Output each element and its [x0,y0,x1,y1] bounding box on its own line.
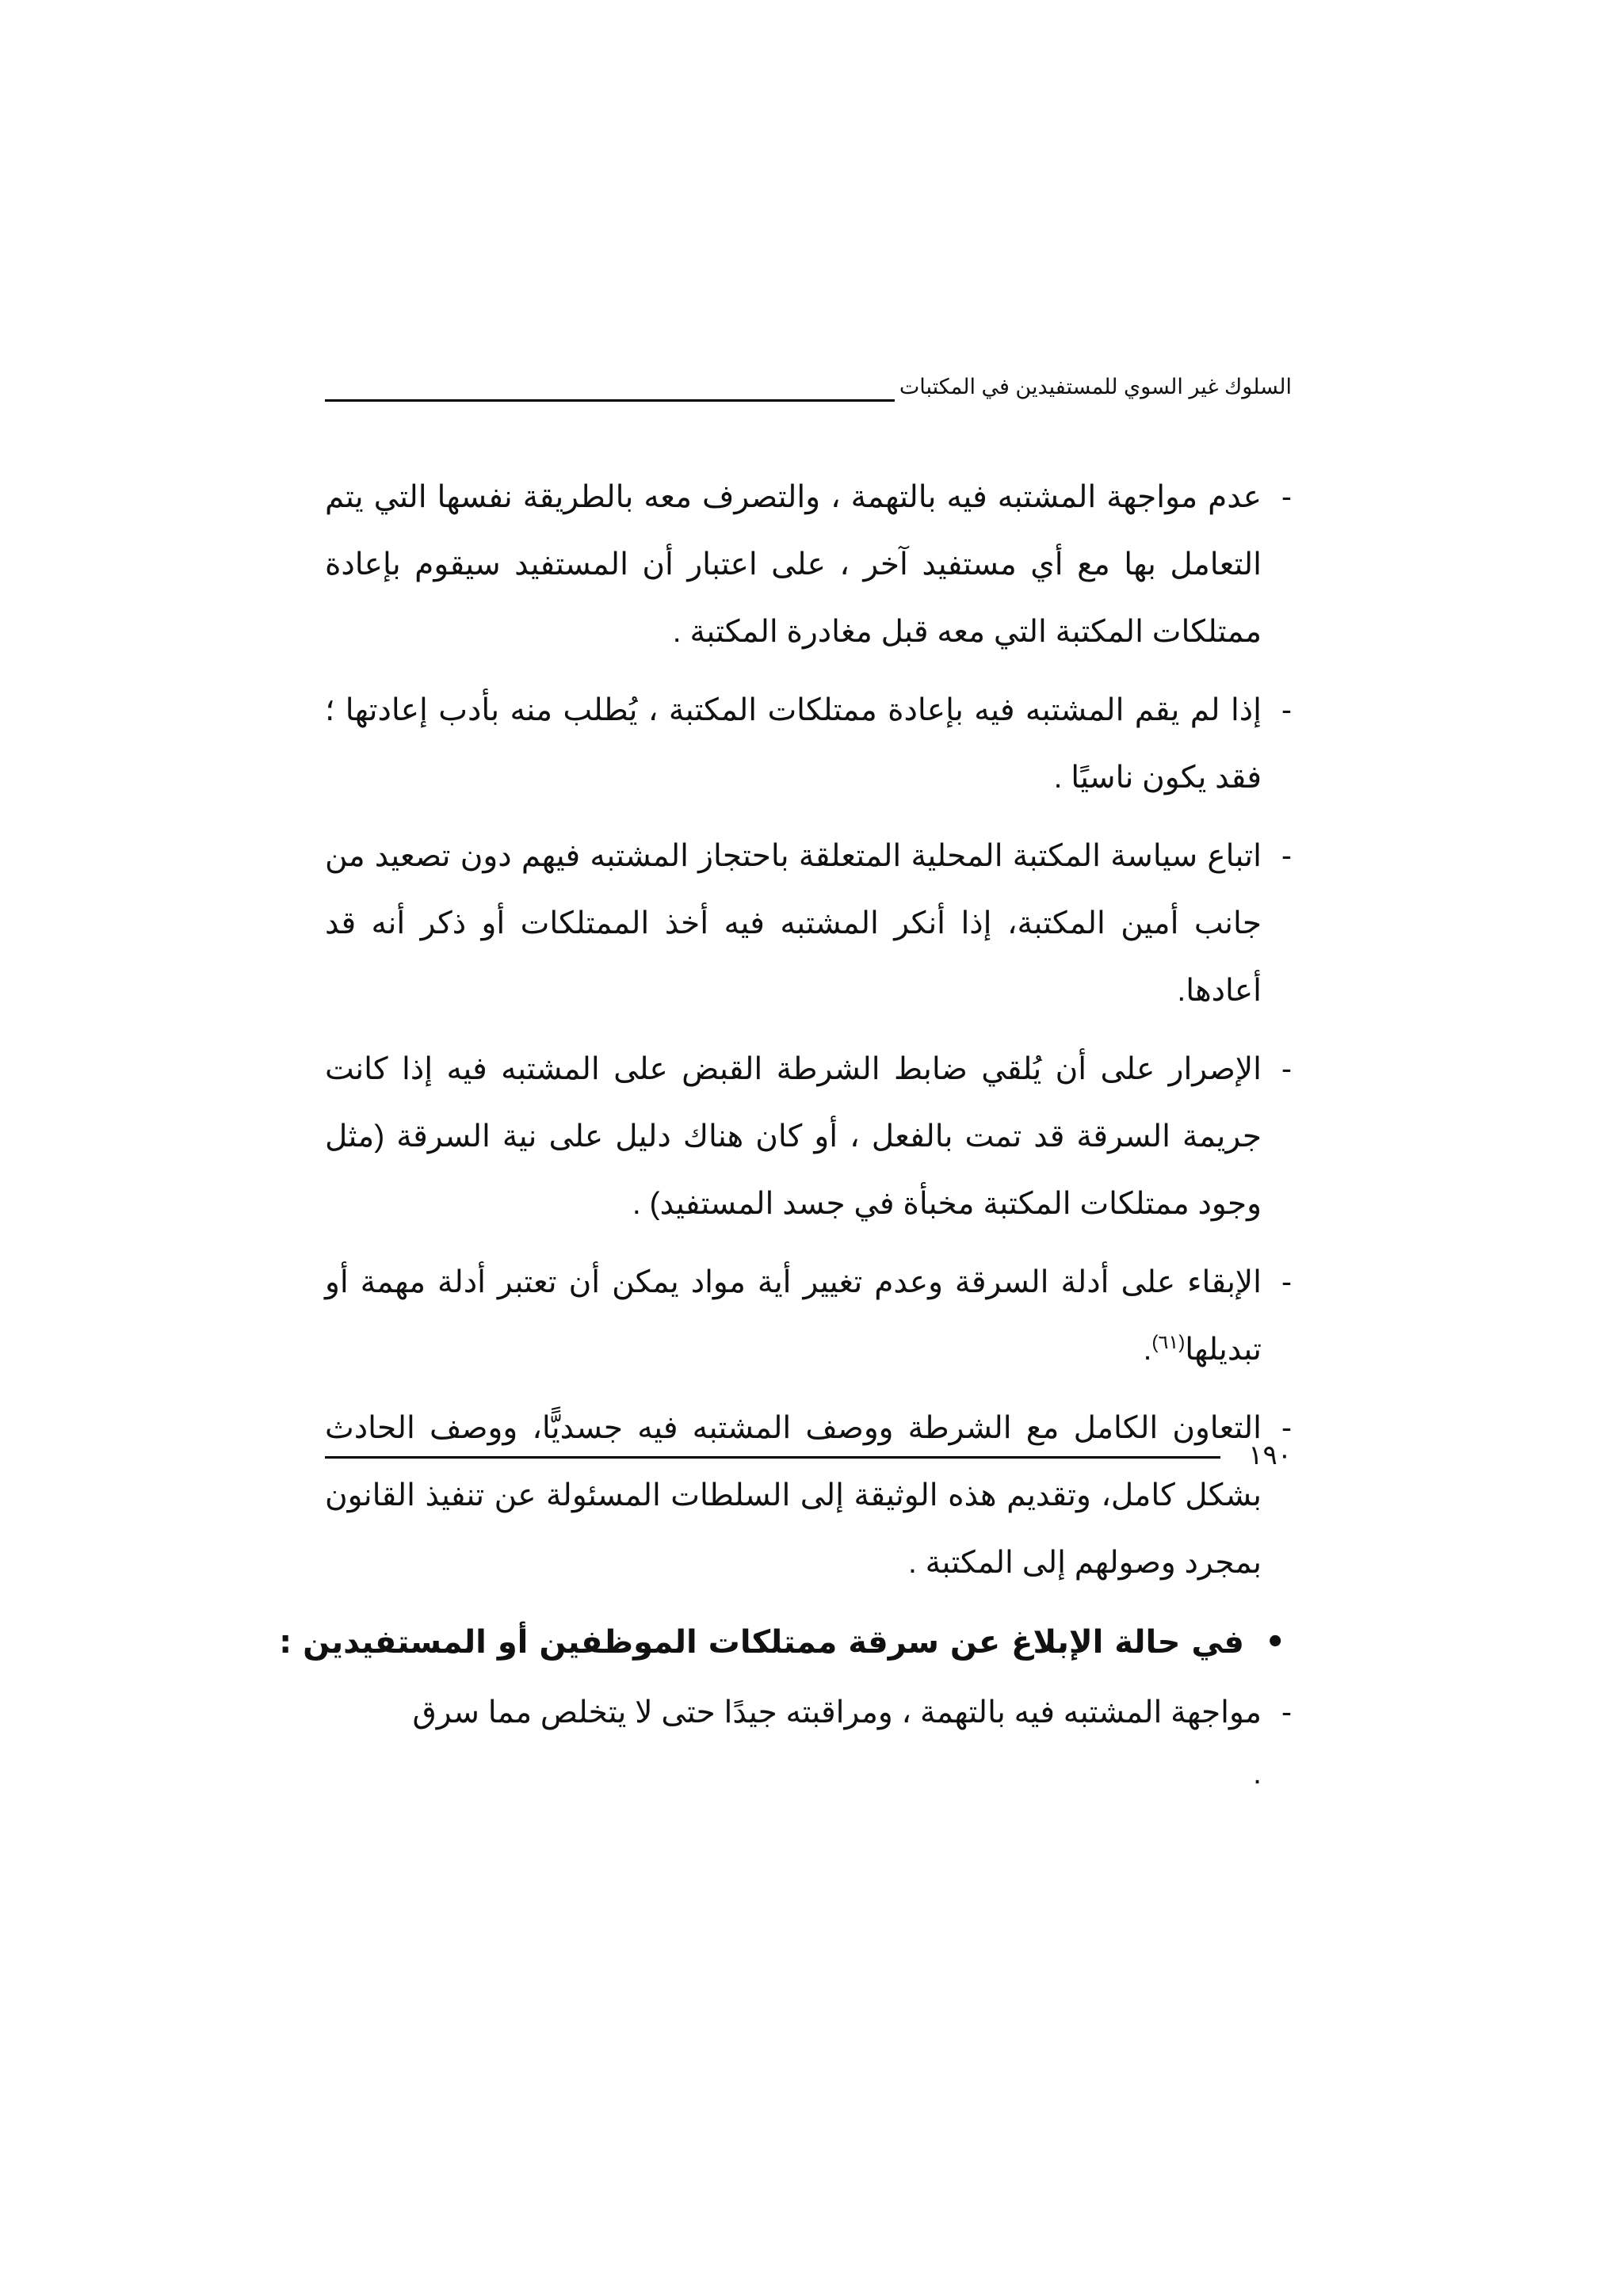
paragraph-text: اتباع سياسة المكتبة المحلية المتعلقة باحتجاز المشتبه فيهم دون تصعيد من جانب أمين المكتبة، إذا أنكر المشتبه فيه أخذ الممتلكات أو ذكر أنه قد أعادها. [325,839,1262,1008]
paragraph-text: مواجهة المشتبه فيه بالتهمة ، ومراقبته جيدًا حتى لا يتخلص مما سرق [412,1695,1262,1730]
paragraph-2 [325,677,1292,811]
bullet-icon: • [1265,1624,1285,1661]
paragraph-end-punctuation: . [1253,1756,1262,1791]
paragraph-6 [325,1394,1292,1596]
paragraph-text: الإصرار على أن يُلقي ضابط الشرطة القبض على المشتبه فيه إذا كانت جريمة السرقة قد تمت بالفعل ، أو كان هناك دليل على نية السرقة (مثل وجود ممتلكات المكتبة مخبأة في جسد المستفيد) . [325,1052,1262,1221]
body-content [279,463,1292,1802]
paragraph-text: إذا لم يقم المشتبه فيه بإعادة ممتلكات المكتبة ، يُطلب منه بأدب إعادتها ؛ فقد يكون ناسيًا . [325,693,1262,795]
dash-marker: - [1281,839,1292,873]
dash-marker: - [1281,1411,1292,1445]
section-heading [279,1611,1292,1674]
dash-marker: - [1281,1695,1292,1730]
running-header [325,371,1292,410]
section-heading-text: في حالة الإبلاغ عن سرقة ممتلكات الموظفين أو المستفيدين : [279,1624,1244,1661]
paragraph-text: التعاون الكامل مع الشرطة ووصف المشتبه فيه جسديًّا، ووصف الحادث بشكل كامل، وتقديم هذه الوثيقة إلى السلطات المسئولة عن تنفيذ القانون بمجرد وصولهم إلى المكتبة . [325,1411,1262,1580]
page-number: ١٩٠ [1248,1440,1292,1471]
dash-marker: - [1281,1052,1292,1086]
paragraph-text: عدم مواجهة المشتبه فيه بالتهمة ، والتصرف معه بالطريقة نفسها التي يتم التعامل بها مع أي مستفيد آخر ، على اعتبار أن المستفيد سيقوم بإعادة ممتلكات المكتبة التي معه قبل مغادرة المكتبة . [325,480,1262,649]
dash-marker: - [1281,1265,1292,1299]
footnote-reference[interactable]: (٦١) [1151,1332,1186,1353]
footer-rule [325,1456,1220,1459]
paragraph-1 [325,463,1292,666]
header-title: السلوك غير السوي للمستفيدين في المكتبات [895,371,1292,402]
paragraph-text: الإبقاء على أدلة السرقة وعدم تغيير أية مواد يمكن أن تعتبر أدلة مهمة أو تبديلها [325,1265,1262,1367]
page-footer [325,1436,1292,1475]
paragraph-end-punctuation: . [1143,1333,1152,1367]
paragraph-final [325,1679,1292,1802]
dash-marker: - [1281,480,1292,514]
paragraph-3 [325,822,1292,1024]
paragraph-4 [325,1035,1292,1238]
dash-marker: - [1281,693,1292,727]
paragraph-5 [325,1249,1292,1383]
